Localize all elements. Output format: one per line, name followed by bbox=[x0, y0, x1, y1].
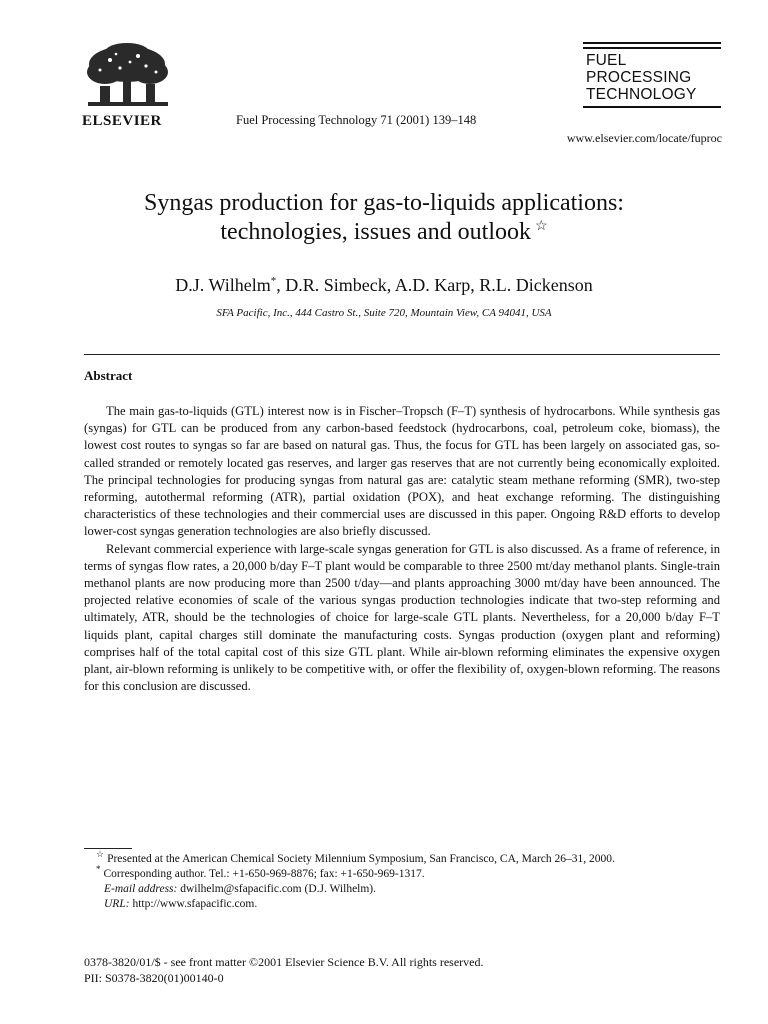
url-label: URL: bbox=[104, 898, 130, 910]
abstract-heading: Abstract bbox=[84, 368, 133, 383]
abstract-paragraph: The main gas-to-liquids (GTL) interest now is in Fischer–Tropsch (F–T) synthesis of hydrocarbons. While synthesis gas (syngas) for GTL can be produced from any carbon-based feedstock (hydrocarbons, coal, petroleum coke, biomass), the lowest cost routes to syngas so far are based on natural gas. Thus, the focus for GTL has been largely on associated gas, so-called stranded or remotely located gas reserves, and larger gas reserves that are not currently being economically exploited. The principal technologies for producing syngas from natural gas are: catalytic steam methane reforming (SMR), two-step reforming, autothermal reforming (ATR), partial oxidation (POX), and heat exchange reforming. The distinguishing characteristics of these technologies and their commercial uses are discussed in this paper. Ongoing R&D efforts to develop lower-cost syngas generation technologies are also briefly discussed. bbox=[84, 404, 720, 539]
affiliation: SFA Pacific, Inc., 444 Castro St., Suite 720, Mountain View, CA 94041, USA bbox=[216, 307, 552, 319]
footnote-marker-asterisk: * bbox=[96, 864, 101, 875]
publisher-logo bbox=[80, 42, 175, 110]
journal-rule-top bbox=[583, 42, 721, 44]
copyright-block bbox=[84, 954, 483, 986]
footnote-rule bbox=[84, 848, 132, 849]
footnote-presented-text: Presented at the American Chemical Society Milennium Symposium, San Francisco, CA, March 26–31, 2000. bbox=[107, 853, 615, 865]
journal-url[interactable]: www.elsevier.com/locate/fuproc bbox=[566, 131, 722, 145]
footnote-corresponding bbox=[84, 864, 720, 882]
journal-title-block bbox=[583, 42, 721, 108]
footnotes bbox=[84, 849, 720, 912]
footnote-presented bbox=[84, 849, 720, 867]
author-rest: , D.R. Simbeck, A.D. Karp, R.L. Dickenson bbox=[276, 275, 593, 295]
title-line-2-text: technologies, issues and outlook bbox=[220, 219, 532, 245]
copyright-line: 0378-3820/01/$ - see front matter ©2001 Elsevier Science B.V. All rights reserved. bbox=[84, 955, 484, 969]
journal-rule-bottom bbox=[583, 106, 721, 108]
title-footnote-marker[interactable]: ☆ bbox=[535, 219, 548, 234]
email-link[interactable]: dwilhelm@sfapacific.com (D.J. Wilhelm). bbox=[180, 883, 377, 895]
journal-title-line: PROCESSING bbox=[586, 69, 692, 86]
journal-title bbox=[586, 52, 721, 103]
abstract-body bbox=[84, 403, 720, 695]
author-first: D.J. Wilhelm bbox=[175, 275, 271, 295]
journal-rule-top-2 bbox=[583, 47, 721, 49]
footnote-corresponding-text: Corresponding author. Tel.: +1-650-969-8876; fax: +1-650-969-1317. bbox=[103, 868, 425, 880]
elsevier-tree-icon bbox=[80, 42, 175, 110]
pii-line: PII: S0378-3820(01)00140-0 bbox=[84, 971, 224, 985]
email-label: E-mail address: bbox=[104, 883, 178, 895]
publisher-name: ELSEVIER bbox=[82, 113, 162, 129]
footnote-url bbox=[104, 897, 720, 912]
corresponding-author-marker[interactable]: * bbox=[270, 275, 277, 287]
journal-title-line: TECHNOLOGY bbox=[586, 86, 697, 103]
journal-title-line: FUEL bbox=[586, 52, 627, 69]
abstract-paragraph: Relevant commercial experience with large-scale syngas generation for GTL is also discussed. As a frame of reference, in terms of syngas flow rates, a 20,000 b/day F–T plant would be comparable to three 2500 mt/day methanol plants. Single-train methanol plants are now producing more than 2500 t/day—and plants approaching 3000 mt/day have been announced. The projected relative economies of scale of the various syngas production technologies indicate that two-step reforming and ultimately, ATR, should be the technologies of choice for large-scale GTL plants. Nevertheless, for a 20,000 b/day F–T liquids plant, capital charges still dominate the manufacturing costs. Syngas production (oxygen plant and reforming) comprises half of the total capital cost of this size GTL plant. While air-blown reforming eliminates the expensive oxygen plant, air-blown reforming is unlikely to be competitive with, or offer the flexibility of, oxygen-blown reforming. The reasons for this conclusion are discussed. bbox=[84, 541, 720, 694]
author-list bbox=[60, 275, 708, 296]
footnote-marker-star: ☆ bbox=[96, 849, 105, 860]
section-divider bbox=[84, 354, 720, 355]
footnote-email bbox=[104, 882, 720, 897]
journal-citation: Fuel Processing Technology 71 (2001) 139–148 bbox=[236, 113, 477, 127]
title-line-1: Syngas production for gas-to-liquids applications: bbox=[144, 190, 624, 216]
article-title bbox=[60, 189, 708, 247]
url-link[interactable]: http://www.sfapacific.com. bbox=[132, 898, 258, 910]
title-line-2 bbox=[60, 218, 708, 247]
